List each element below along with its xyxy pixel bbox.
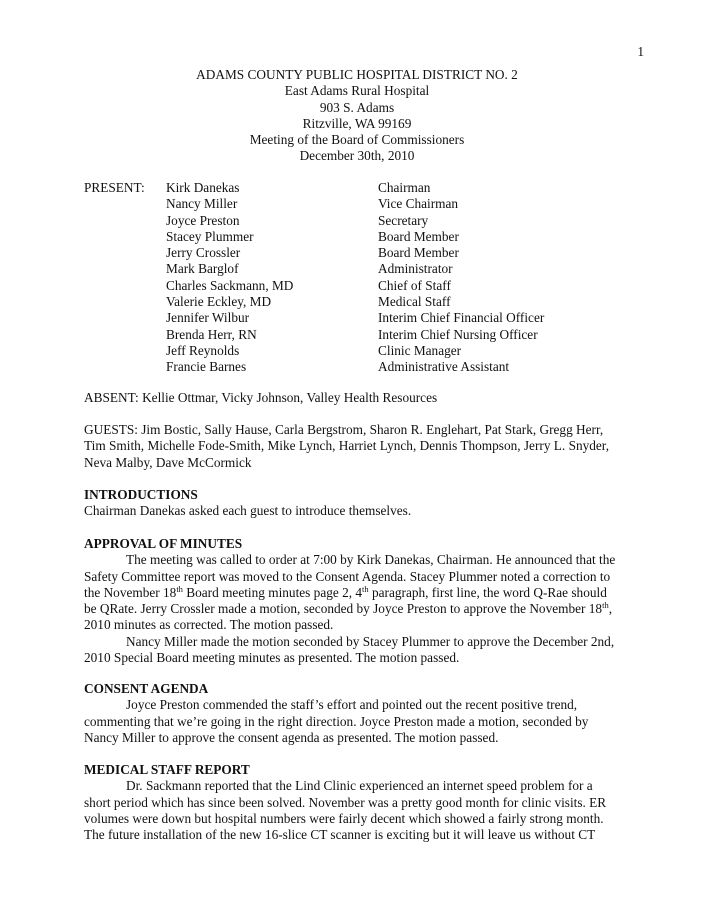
medical-line: The future installation of the new 16-slice CT scanner is exciting but it will leave us without CT — [84, 827, 596, 843]
medical-line: Dr. Sackmann reported that the Lind Clinic experienced an internet speed problem for a — [126, 778, 593, 794]
member-name: Joyce Preston — [166, 212, 240, 228]
header-hospital: East Adams Rural Hospital — [284, 83, 430, 99]
document-header — [84, 67, 630, 165]
member-role: Administrative Assistant — [378, 359, 510, 375]
minutes-line: The meeting was called to order at 7:00 by Kirk Danekas, Chairman. He announced that the — [126, 552, 616, 568]
minutes-line: 2010 Special Board meeting minutes as presented. The motion passed. — [84, 650, 460, 666]
member-role: Chairman — [378, 180, 431, 195]
minutes-line — [84, 585, 644, 601]
consent-line: Joyce Preston commended the staff’s effort and pointed out the recent positive trend, — [126, 697, 578, 713]
present-row — [84, 310, 644, 326]
approval-of-minutes-heading: APPROVAL OF MINUTES — [84, 536, 243, 551]
member-role: Interim Chief Nursing Officer — [378, 326, 538, 342]
member-name: Jerry Crossler — [166, 245, 241, 261]
approval-of-minutes-section — [84, 536, 644, 666]
present-list — [84, 180, 644, 376]
header-city: Ritzville, WA 99169 — [302, 115, 412, 131]
member-name: Mark Barglof — [166, 261, 239, 277]
member-role: Interim Chief Financial Officer — [378, 310, 545, 326]
introductions-heading: INTRODUCTIONS — [84, 487, 198, 502]
member-role: Vice Chairman — [378, 196, 459, 212]
guests-section — [84, 422, 644, 471]
introductions-text: Chairman Danekas asked each guest to introduce themselves. — [84, 503, 412, 519]
header-date: December 30th, 2010 — [299, 148, 415, 164]
minutes-line: Nancy Miller made the motion seconded by Stacey Plummer to approve the December 2nd, — [126, 633, 615, 649]
present-row — [84, 180, 644, 196]
guests-line: Tim Smith, Michelle Fode-Smith, Mike Lynch, Harriet Lynch, Dennis Thompson, Jerry L. Snyder, — [84, 438, 610, 454]
absent-section — [84, 390, 644, 406]
page-number: 1 — [637, 44, 644, 59]
consent-line: commenting that we’re going in the right direction. Joyce Preston made a motion, seconded by — [84, 713, 589, 729]
member-role: Board Member — [378, 228, 459, 244]
introductions-section — [84, 487, 644, 520]
ordinal-suffix: th — [176, 583, 183, 594]
absent-line: ABSENT: Kellie Ottmar, Vicky Johnson, Valley Health Resources — [84, 390, 438, 405]
consent-agenda-section — [84, 681, 644, 746]
member-name: Brenda Herr, RN — [166, 326, 257, 342]
member-name: Francie Barnes — [166, 359, 247, 375]
member-role: Board Member — [378, 245, 459, 261]
consent-line: Nancy Miller to approve the consent agenda as presented. The motion passed. — [84, 729, 499, 745]
ordinal-suffix: th — [362, 583, 369, 594]
minutes-text: the November 18 — [84, 584, 177, 600]
minutes-line — [84, 601, 644, 617]
present-row — [84, 213, 644, 229]
consent-agenda-heading: CONSENT AGENDA — [84, 681, 209, 696]
medical-staff-report-heading: MEDICAL STAFF REPORT — [84, 762, 250, 777]
present-row — [84, 343, 644, 359]
present-row — [84, 229, 644, 245]
present-row — [84, 196, 644, 212]
member-role: Administrator — [378, 261, 453, 277]
member-name: Valerie Eckley, MD — [166, 294, 272, 310]
present-row — [84, 261, 644, 277]
member-name: Jennifer Wilbur — [166, 310, 250, 326]
present-row — [84, 278, 644, 294]
member-role: Clinic Manager — [378, 342, 462, 358]
present-row — [84, 245, 644, 261]
guests-line: GUESTS: Jim Bostic, Sally Hause, Carla Bergstrom, Sharon R. Englehart, Pat Stark, Gregg Herr, — [84, 422, 604, 437]
header-meeting: Meeting of the Board of Commissioners — [249, 132, 465, 148]
member-role: Medical Staff — [378, 294, 451, 310]
minutes-line: 2010 minutes as corrected. The motion passed. — [84, 617, 334, 633]
present-row — [84, 327, 644, 343]
minutes-text: , — [608, 601, 613, 617]
medical-line: volumes were down but hospital numbers were fairly decent which showed a fairly strong month. — [84, 810, 604, 826]
header-street: 903 S. Adams — [319, 99, 395, 115]
minutes-line: Safety Committee report was moved to the Consent Agenda. Stacey Plummer noted a correction to — [84, 568, 611, 584]
header-district: ADAMS COUNTY PUBLIC HOSPITAL DISTRICT NO. 2 — [196, 67, 518, 82]
member-name: Jeff Reynolds — [166, 342, 240, 358]
medical-line: short period which has since been solved. November was a pretty good month for clinic visits. ER — [84, 794, 607, 810]
ordinal-suffix: th — [602, 600, 609, 611]
member-role: Chief of Staff — [378, 277, 451, 293]
member-name: Stacey Plummer — [166, 228, 254, 244]
minutes-text: paragraph, first line, the word Q-Rae should — [368, 584, 607, 600]
guests-line: Neva Malby, Dave McCormick — [84, 454, 252, 470]
minutes-text: Board meeting minutes page 2, 4 — [182, 584, 363, 600]
member-name: Charles Sackmann, MD — [166, 277, 294, 293]
present-row — [84, 294, 644, 310]
minutes-text: be QRate. Jerry Crossler made a motion, seconded by Joyce Preston to approve the November 18 — [84, 601, 603, 617]
member-name: Kirk Danekas — [166, 180, 240, 195]
member-role: Secretary — [378, 212, 429, 228]
member-name: Nancy Miller — [166, 196, 238, 212]
present-label: PRESENT: — [84, 180, 145, 195]
present-row — [84, 359, 644, 375]
medical-staff-report-section — [84, 762, 644, 843]
